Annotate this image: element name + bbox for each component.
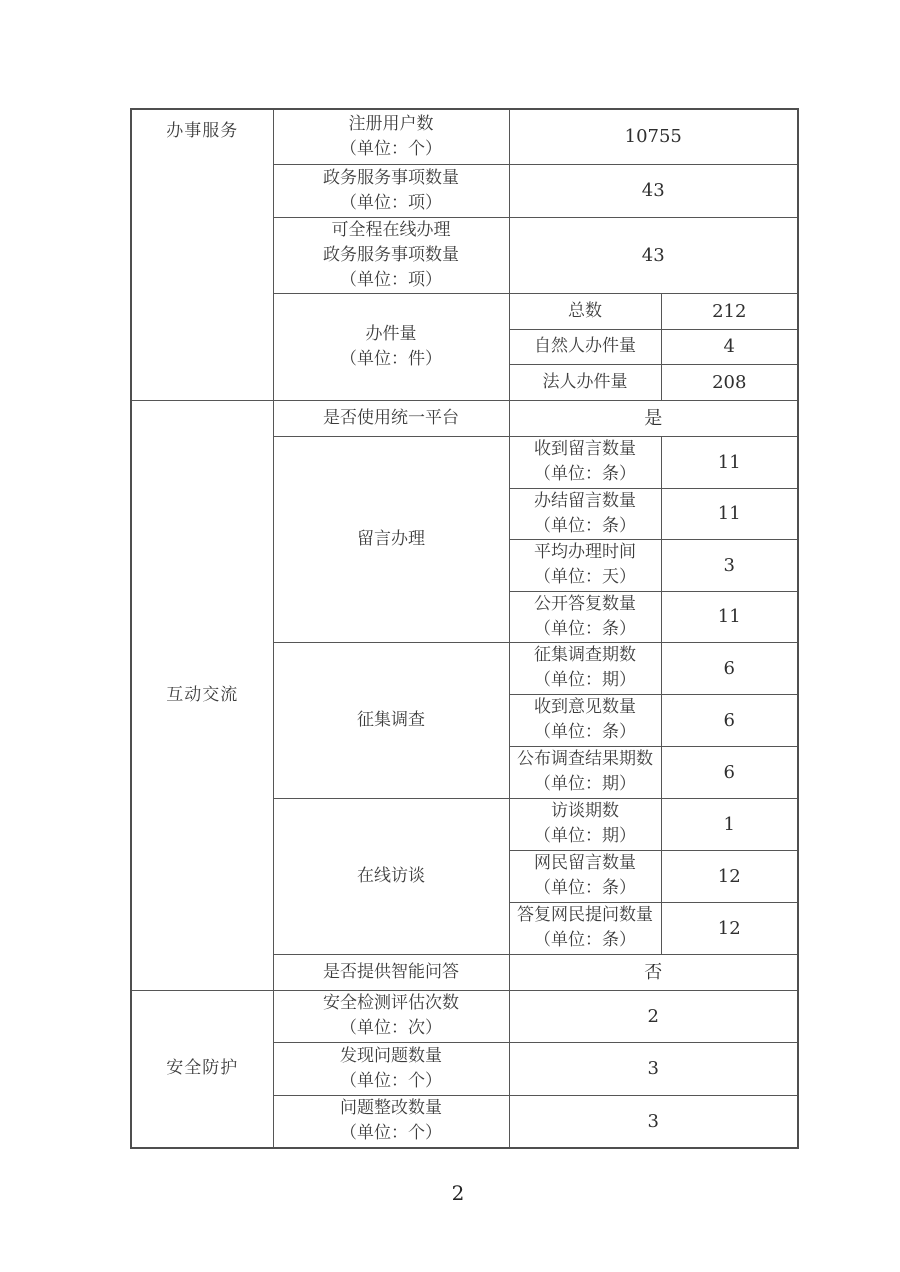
label-line: 收到留言数量 xyxy=(534,439,636,459)
category-security: 安全防护 xyxy=(131,990,273,1148)
cell-survey-results-label xyxy=(509,746,661,798)
cell-public-replies-value: 11 xyxy=(661,591,798,642)
cell-registered-users-value: 10755 xyxy=(509,109,798,164)
label-line: 公布调查结果期数 xyxy=(517,749,653,769)
label-line: 办结留言数量 xyxy=(534,490,636,511)
unit-line: （单位：个） xyxy=(340,138,442,159)
cell-interview-periods-label xyxy=(509,798,661,850)
cell-opinions-received-value: 6 xyxy=(661,694,798,746)
label-line: 注册用户数 xyxy=(348,113,434,134)
unit-line: （单位：次） xyxy=(340,1018,442,1038)
cell-message-handling-label: 留言办理 xyxy=(273,436,509,642)
label-line: 政务服务事项数量 xyxy=(323,244,459,265)
cell-avg-handling-time-value: 3 xyxy=(661,539,798,591)
unit-line: （单位：项） xyxy=(340,192,442,213)
label-line: 可全程在线办理 xyxy=(331,219,451,240)
cell-smart-qa-label: 是否提供智能问答 xyxy=(273,954,509,990)
cell-netizen-messages-label xyxy=(509,850,661,902)
label-line: 安全检测评估次数 xyxy=(323,993,459,1013)
cell-survey-label: 征集调查 xyxy=(273,642,509,798)
cell-case-total-value: 212 xyxy=(661,293,798,329)
table-row xyxy=(131,109,798,164)
label-line: 收到意见数量 xyxy=(534,697,636,717)
cell-registered-users-label xyxy=(273,109,509,164)
cell-survey-results-value: 6 xyxy=(661,746,798,798)
cell-survey-periods-label xyxy=(509,642,661,694)
page-number: 2 xyxy=(451,1181,465,1205)
label-line: 访谈期数 xyxy=(551,801,619,821)
label-line: 政务服务事项数量 xyxy=(323,167,459,188)
cell-security-assessments-label xyxy=(273,990,509,1042)
cell-case-legal-value: 208 xyxy=(661,364,798,400)
cell-netizen-replies-value: 12 xyxy=(661,902,798,954)
cell-case-total-label: 总数 xyxy=(509,293,661,329)
unit-line: （单位：项） xyxy=(340,269,442,290)
cell-security-assessments-value: 2 xyxy=(509,990,798,1042)
cell-netizen-replies-label xyxy=(509,902,661,954)
cell-messages-completed-value: 11 xyxy=(661,488,798,539)
cell-opinions-received-label xyxy=(509,694,661,746)
cell-case-legal-label: 法人办件量 xyxy=(509,364,661,400)
label-line: 公开答复数量 xyxy=(534,593,636,614)
cell-problems-rectified-label xyxy=(273,1095,509,1148)
unit-line: （单位：个） xyxy=(340,1123,442,1144)
label-line: 网民留言数量 xyxy=(534,853,636,873)
cell-online-interview-label: 在线访谈 xyxy=(273,798,509,954)
table-row xyxy=(131,400,798,436)
unit-line: （单位：个） xyxy=(340,1070,442,1091)
cell-online-full-items-label xyxy=(273,217,509,293)
label-line: 征集调查期数 xyxy=(534,645,636,665)
label-line: 答复网民提问数量 xyxy=(517,905,653,925)
annual-report-table xyxy=(130,108,799,1149)
category-interaction: 互动交流 xyxy=(131,400,273,990)
unit-line: （单位：条） xyxy=(534,878,636,898)
unit-line: （单位：件） xyxy=(340,348,442,369)
cell-problems-found-label xyxy=(273,1042,509,1095)
cell-netizen-messages-value: 12 xyxy=(661,850,798,902)
label-line: 发现问题数量 xyxy=(340,1045,442,1066)
unit-line: （单位：期） xyxy=(534,826,636,846)
unit-line: （单位：条） xyxy=(534,930,636,950)
table-row xyxy=(131,990,798,1042)
unit-line: （单位：期） xyxy=(534,774,636,794)
cell-interview-periods-value: 1 xyxy=(661,798,798,850)
cell-case-natural-value: 4 xyxy=(661,329,798,364)
cell-messages-completed-label xyxy=(509,488,661,539)
cell-case-natural-label: 自然人办件量 xyxy=(509,329,661,364)
cell-avg-handling-time-label xyxy=(509,539,661,591)
cell-survey-periods-value: 6 xyxy=(661,642,798,694)
label-line: 办件量 xyxy=(365,323,417,344)
unit-line: （单位：条） xyxy=(534,618,636,639)
cell-problems-found-value: 3 xyxy=(509,1042,798,1095)
cell-problems-rectified-value: 3 xyxy=(509,1095,798,1148)
cell-public-replies-label xyxy=(509,591,661,642)
unit-line: （单位：条） xyxy=(534,464,636,484)
cell-messages-received-label xyxy=(509,436,661,488)
unit-line: （单位：条） xyxy=(534,515,636,536)
cell-smart-qa-value: 否 xyxy=(509,954,798,990)
cell-unified-platform-label: 是否使用统一平台 xyxy=(273,400,509,436)
cell-messages-received-value: 11 xyxy=(661,436,798,488)
cell-service-items-label xyxy=(273,164,509,217)
unit-line: （单位：条） xyxy=(534,722,636,742)
unit-line: （单位：天） xyxy=(534,567,636,587)
cell-service-items-value: 43 xyxy=(509,164,798,217)
cell-online-full-items-value: 43 xyxy=(509,217,798,293)
cell-unified-platform-value: 是 xyxy=(509,400,798,436)
category-service: 办事服务 xyxy=(131,109,273,400)
label-line: 问题整改数量 xyxy=(340,1098,442,1119)
label-line: 平均办理时间 xyxy=(534,542,636,562)
cell-case-volume-label xyxy=(273,293,509,400)
unit-line: （单位：期） xyxy=(534,670,636,690)
